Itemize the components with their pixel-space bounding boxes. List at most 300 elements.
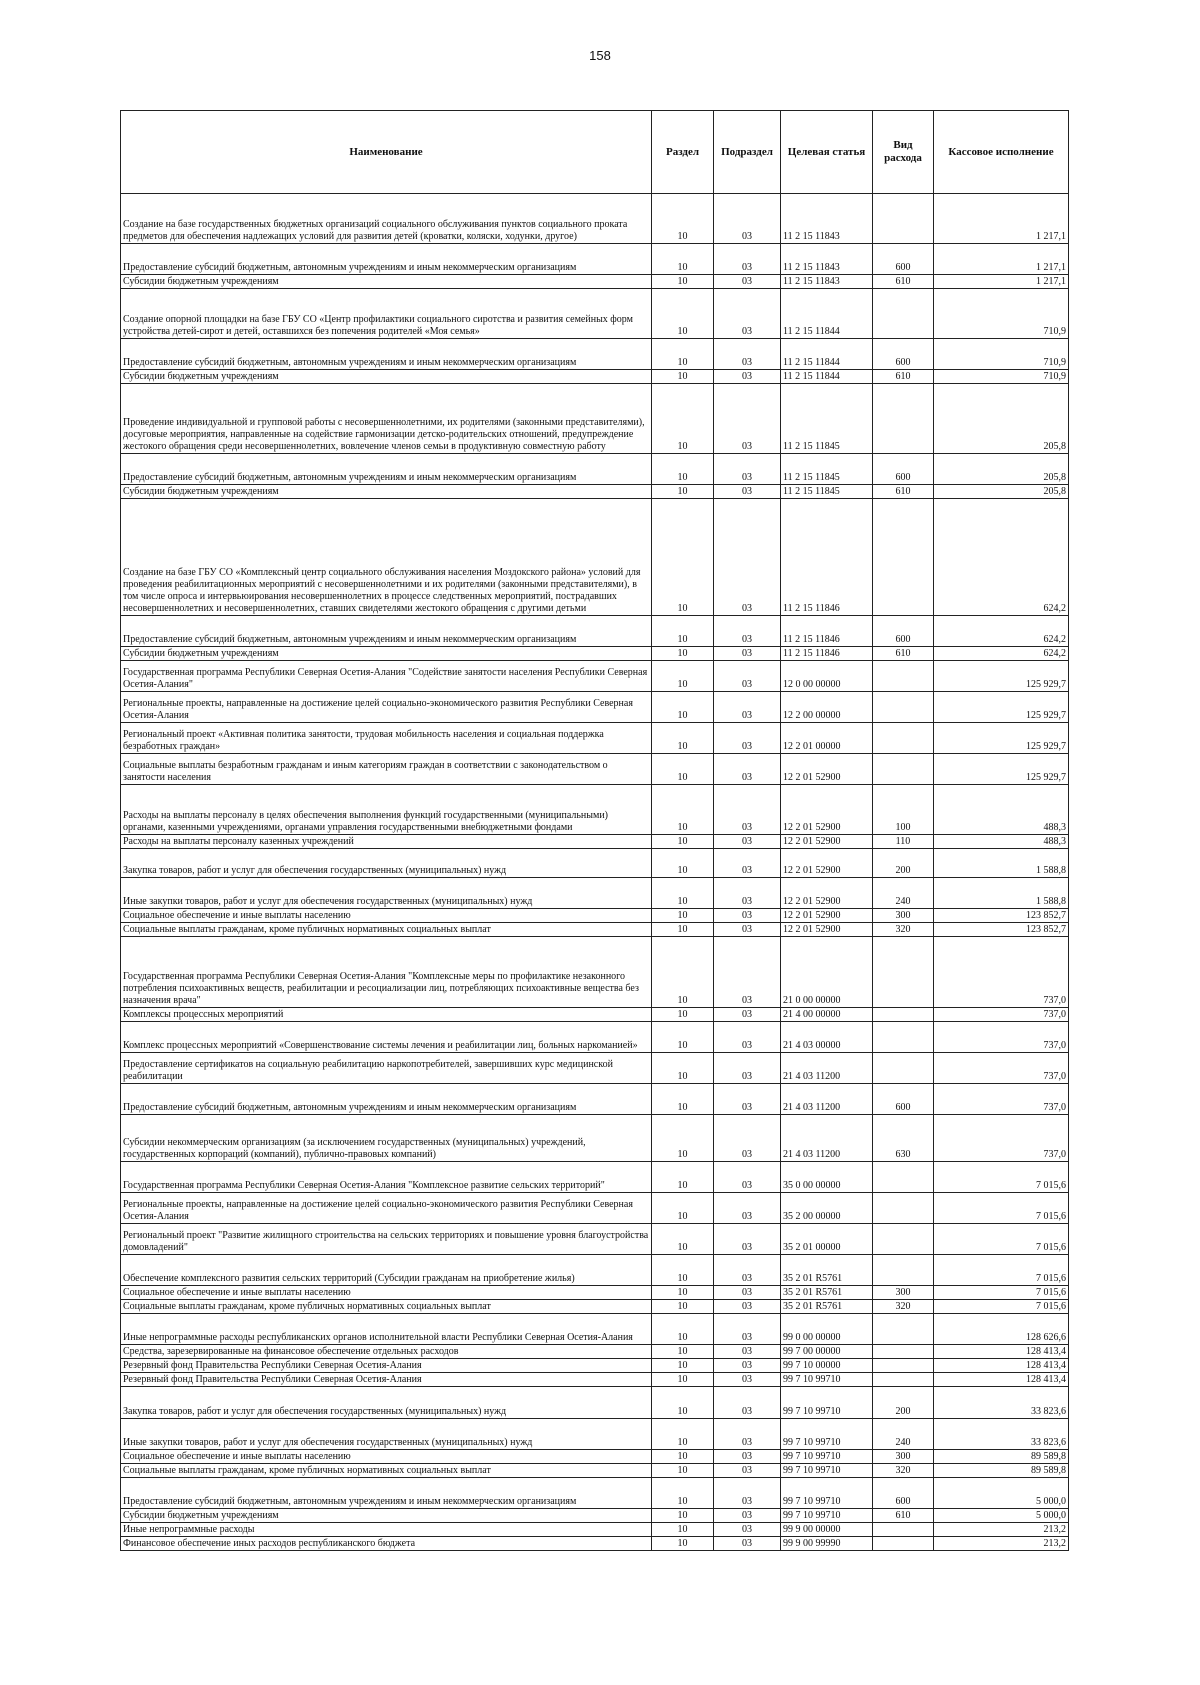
cell-amount: 125 929,7: [934, 723, 1069, 754]
header-name: Наименование: [121, 111, 652, 194]
cell-amount: 125 929,7: [934, 692, 1069, 723]
cell-amount: 737,0: [934, 1115, 1069, 1162]
cell-target-article: 21 4 03 11200: [781, 1115, 873, 1162]
cell-target-article: 21 4 03 11200: [781, 1084, 873, 1115]
cell-target-article: 11 2 15 11845: [781, 485, 873, 499]
cell-subsection: 03: [714, 692, 781, 723]
cell-name: Государственная программа Республики Северная Осетия-Алания "Содействие занятости населения Республики Северная Осетия-Алания": [121, 661, 652, 692]
cell-amount: 737,0: [934, 1084, 1069, 1115]
cell-expense-type: 600: [873, 244, 934, 275]
cell-target-article: 12 2 00 00000: [781, 692, 873, 723]
table-row: [121, 923, 1069, 937]
cell-amount: 213,2: [934, 1523, 1069, 1537]
cell-expense-type: 610: [873, 647, 934, 661]
cell-subsection: 03: [714, 1419, 781, 1450]
cell-section: 10: [652, 754, 714, 785]
cell-amount: 89 589,8: [934, 1464, 1069, 1478]
cell-target-article: 11 2 15 11844: [781, 289, 873, 339]
cell-expense-type: [873, 1053, 934, 1084]
cell-subsection: 03: [714, 1450, 781, 1464]
table-row: [121, 1314, 1069, 1345]
cell-amount: 7 015,6: [934, 1300, 1069, 1314]
cell-name: Субсидии бюджетным учреждениям: [121, 647, 652, 661]
cell-name: Создание на базе государственных бюджетных организаций социального обслуживания пунктов социального проката предметов для обеспечения надлежащих условий для развития детей (кроватки, коляски, ходунки, другое): [121, 194, 652, 244]
cell-subsection: 03: [714, 1464, 781, 1478]
cell-expense-type: 300: [873, 1450, 934, 1464]
header-expense-type: Вид расхода: [873, 111, 934, 194]
cell-target-article: 12 2 01 52900: [781, 835, 873, 849]
table-row: [121, 1419, 1069, 1450]
cell-subsection: 03: [714, 878, 781, 909]
cell-name: Предоставление субсидий бюджетным, автономным учреждениям и иным некоммерческим организациям: [121, 1084, 652, 1115]
cell-expense-type: [873, 1345, 934, 1359]
cell-expense-type: 300: [873, 1286, 934, 1300]
table-row: [121, 454, 1069, 485]
table-row: [121, 1115, 1069, 1162]
cell-section: 10: [652, 339, 714, 370]
table-row: [121, 275, 1069, 289]
cell-section: 10: [652, 785, 714, 835]
cell-expense-type: 610: [873, 275, 934, 289]
cell-section: 10: [652, 1115, 714, 1162]
cell-subsection: 03: [714, 661, 781, 692]
cell-section: 10: [652, 384, 714, 454]
cell-section: 10: [652, 244, 714, 275]
cell-section: 10: [652, 194, 714, 244]
table-row: [121, 647, 1069, 661]
cell-target-article: 11 2 15 11843: [781, 244, 873, 275]
table-row: [121, 1162, 1069, 1193]
cell-target-article: 12 2 01 52900: [781, 878, 873, 909]
table-row: [121, 937, 1069, 1008]
table-row: [121, 692, 1069, 723]
cell-section: 10: [652, 1053, 714, 1084]
table-row: [121, 1464, 1069, 1478]
cell-target-article: 99 7 10 99710: [781, 1373, 873, 1387]
cell-amount: 213,2: [934, 1537, 1069, 1551]
cell-name: Средства, зарезервированные на финансовое обеспечение отдельных расходов: [121, 1345, 652, 1359]
cell-target-article: 99 9 00 00000: [781, 1523, 873, 1537]
cell-expense-type: 610: [873, 370, 934, 384]
cell-name: Региональный проект «Активная политика занятости, трудовая мобильность населения и социальная поддержка безработных граждан»: [121, 723, 652, 754]
cell-name: Социальное обеспечение и иные выплаты населению: [121, 1286, 652, 1300]
cell-subsection: 03: [714, 647, 781, 661]
cell-target-article: 99 7 10 00000: [781, 1359, 873, 1373]
cell-target-article: 99 7 10 99710: [781, 1478, 873, 1509]
cell-section: 10: [652, 1286, 714, 1300]
cell-subsection: 03: [714, 1387, 781, 1419]
cell-name: Субсидии бюджетным учреждениям: [121, 485, 652, 499]
cell-target-article: 11 2 15 11844: [781, 339, 873, 370]
cell-subsection: 03: [714, 754, 781, 785]
cell-amount: 710,9: [934, 289, 1069, 339]
cell-amount: 7 015,6: [934, 1224, 1069, 1255]
cell-expense-type: [873, 1193, 934, 1224]
cell-target-article: 12 2 01 00000: [781, 723, 873, 754]
cell-target-article: 12 2 01 52900: [781, 909, 873, 923]
cell-subsection: 03: [714, 1373, 781, 1387]
cell-subsection: 03: [714, 785, 781, 835]
cell-section: 10: [652, 647, 714, 661]
cell-name: Предоставление субсидий бюджетным, автономным учреждениям и иным некоммерческим организациям: [121, 339, 652, 370]
budget-table: [120, 110, 1069, 1551]
cell-name: Субсидии бюджетным учреждениям: [121, 275, 652, 289]
cell-expense-type: 200: [873, 849, 934, 878]
table-row: [121, 1053, 1069, 1084]
cell-expense-type: [873, 1314, 934, 1345]
cell-expense-type: 600: [873, 339, 934, 370]
cell-amount: 125 929,7: [934, 661, 1069, 692]
cell-amount: 1 217,1: [934, 194, 1069, 244]
cell-amount: 1 588,8: [934, 849, 1069, 878]
table-row: [121, 289, 1069, 339]
header-subsection: Подраздел: [714, 111, 781, 194]
cell-target-article: 21 0 00 00000: [781, 937, 873, 1008]
cell-name: Создание опорной площадки на базе ГБУ СО «Центр профилактики социального сиротства и развития семейных форм устройства детей-сирот и детей, оставшихся без попечения родителей «Моя семья»: [121, 289, 652, 339]
table-row: [121, 1255, 1069, 1286]
cell-expense-type: 600: [873, 454, 934, 485]
cell-expense-type: [873, 384, 934, 454]
cell-target-article: 21 4 00 00000: [781, 1008, 873, 1022]
cell-amount: 89 589,8: [934, 1450, 1069, 1464]
table-row: [121, 723, 1069, 754]
cell-section: 10: [652, 1084, 714, 1115]
cell-subsection: 03: [714, 723, 781, 754]
cell-amount: 737,0: [934, 937, 1069, 1008]
table-row: [121, 909, 1069, 923]
cell-expense-type: [873, 289, 934, 339]
cell-amount: 737,0: [934, 1053, 1069, 1084]
cell-name: Предоставление субсидий бюджетным, автономным учреждениям и иным некоммерческим организациям: [121, 616, 652, 647]
cell-amount: 488,3: [934, 785, 1069, 835]
cell-subsection: 03: [714, 1509, 781, 1523]
table-row: [121, 849, 1069, 878]
table-row: [121, 1193, 1069, 1224]
cell-subsection: 03: [714, 909, 781, 923]
cell-name: Иные закупки товаров, работ и услуг для обеспечения государственных (муниципальных) нужд: [121, 878, 652, 909]
cell-section: 10: [652, 485, 714, 499]
table-row: [121, 1537, 1069, 1551]
cell-amount: 737,0: [934, 1008, 1069, 1022]
cell-name: Субсидии бюджетным учреждениям: [121, 370, 652, 384]
cell-section: 10: [652, 1359, 714, 1373]
cell-subsection: 03: [714, 485, 781, 499]
table-row: [121, 1373, 1069, 1387]
cell-subsection: 03: [714, 384, 781, 454]
cell-name: Социальное обеспечение и иные выплаты населению: [121, 1450, 652, 1464]
cell-amount: 1 217,1: [934, 275, 1069, 289]
cell-target-article: 35 2 01 R5761: [781, 1300, 873, 1314]
cell-section: 10: [652, 923, 714, 937]
cell-target-article: 99 7 00 00000: [781, 1345, 873, 1359]
cell-target-article: 12 2 01 52900: [781, 923, 873, 937]
table-row: [121, 1084, 1069, 1115]
table-row: [121, 384, 1069, 454]
cell-expense-type: [873, 754, 934, 785]
cell-amount: 1 588,8: [934, 878, 1069, 909]
cell-section: 10: [652, 835, 714, 849]
cell-section: 10: [652, 937, 714, 1008]
cell-name: Проведение индивидуальной и групповой работы с несовершеннолетними, их родителями (законными представителями), досуговые мероприятия, направленные на содействие гармонизации детско-родительских отношений, предупреждение жестокого обращения среди несовершеннолетних, вовлечение членов семьи в продуктивную совместную работу: [121, 384, 652, 454]
table-row: [121, 754, 1069, 785]
cell-section: 10: [652, 661, 714, 692]
cell-name: Комплексы процессных мероприятий: [121, 1008, 652, 1022]
cell-expense-type: [873, 1255, 934, 1286]
cell-target-article: 11 2 15 11846: [781, 499, 873, 616]
cell-amount: 128 413,4: [934, 1359, 1069, 1373]
header-target-article: Целевая статья: [781, 111, 873, 194]
cell-name: Социальные выплаты гражданам, кроме публичных нормативных социальных выплат: [121, 1300, 652, 1314]
cell-name: Социальное обеспечение и иные выплаты населению: [121, 909, 652, 923]
cell-amount: 205,8: [934, 485, 1069, 499]
cell-amount: 7 015,6: [934, 1162, 1069, 1193]
cell-name: Государственная программа Республики Северная Осетия-Алания "Комплексное развитие сельских территорий": [121, 1162, 652, 1193]
cell-name: Иные непрограммные расходы республиканских органов исполнительной власти Республики Северная Осетия-Алания: [121, 1314, 652, 1345]
cell-section: 10: [652, 1224, 714, 1255]
cell-expense-type: 300: [873, 909, 934, 923]
cell-section: 10: [652, 1300, 714, 1314]
cell-subsection: 03: [714, 923, 781, 937]
cell-expense-type: 320: [873, 1464, 934, 1478]
cell-expense-type: [873, 1523, 934, 1537]
cell-subsection: 03: [714, 1537, 781, 1551]
cell-subsection: 03: [714, 849, 781, 878]
table-row: [121, 370, 1069, 384]
cell-target-article: 21 4 03 11200: [781, 1053, 873, 1084]
cell-amount: 205,8: [934, 454, 1069, 485]
table-row: [121, 1345, 1069, 1359]
table-row: [121, 878, 1069, 909]
table-row: [121, 1224, 1069, 1255]
cell-subsection: 03: [714, 1286, 781, 1300]
cell-subsection: 03: [714, 289, 781, 339]
cell-expense-type: 600: [873, 1478, 934, 1509]
cell-amount: 710,9: [934, 339, 1069, 370]
cell-amount: 624,2: [934, 499, 1069, 616]
table-row: [121, 835, 1069, 849]
table-body: [121, 194, 1069, 1551]
cell-expense-type: 600: [873, 616, 934, 647]
cell-amount: 123 852,7: [934, 909, 1069, 923]
cell-name: Обеспечение комплексного развития сельских территорий (Субсидии гражданам на приобретение жилья): [121, 1255, 652, 1286]
cell-expense-type: 320: [873, 1300, 934, 1314]
table-row: [121, 339, 1069, 370]
cell-expense-type: 320: [873, 923, 934, 937]
cell-name: Предоставление субсидий бюджетным, автономным учреждениям и иным некоммерческим организациям: [121, 454, 652, 485]
cell-section: 10: [652, 723, 714, 754]
table-row: [121, 1300, 1069, 1314]
cell-target-article: 11 2 15 11843: [781, 194, 873, 244]
table-row: [121, 1523, 1069, 1537]
cell-subsection: 03: [714, 937, 781, 1008]
cell-target-article: 35 2 01 00000: [781, 1224, 873, 1255]
cell-section: 10: [652, 1537, 714, 1551]
cell-subsection: 03: [714, 1314, 781, 1345]
cell-section: 10: [652, 1373, 714, 1387]
cell-section: 10: [652, 370, 714, 384]
cell-amount: 624,2: [934, 616, 1069, 647]
cell-expense-type: 200: [873, 1387, 934, 1419]
cell-name: Социальные выплаты гражданам, кроме публичных нормативных социальных выплат: [121, 1464, 652, 1478]
table-row: [121, 1359, 1069, 1373]
cell-name: Социальные выплаты безработным гражданам и иным категориям граждан в соответствии с законодательством о занятости населения: [121, 754, 652, 785]
cell-name: Региональные проекты, направленные на достижение целей социально-экономического развития Республики Северная Осетия-Алания: [121, 692, 652, 723]
cell-amount: 5 000,0: [934, 1478, 1069, 1509]
cell-subsection: 03: [714, 1115, 781, 1162]
cell-subsection: 03: [714, 1053, 781, 1084]
cell-name: Создание на базе ГБУ СО «Комплексный центр социального обслуживания населения Моздокского района» условий для проведения реабилитационных мероприятий с несовершеннолетними и их родителями (законными представителями), в том числе опроса и интервьюирования несовершеннолетних в процессе следственных мероприятий, пострадавших несовершеннолетних и несовершеннолетних, ставших свидетелями жестокого обращения с другими детьми: [121, 499, 652, 616]
table-row: [121, 1387, 1069, 1419]
cell-section: 10: [652, 1008, 714, 1022]
cell-name: Социальные выплаты гражданам, кроме публичных нормативных социальных выплат: [121, 923, 652, 937]
cell-section: 10: [652, 616, 714, 647]
cell-subsection: 03: [714, 1162, 781, 1193]
cell-expense-type: 600: [873, 1084, 934, 1115]
cell-subsection: 03: [714, 1345, 781, 1359]
cell-name: Расходы на выплаты персоналу казенных учреждений: [121, 835, 652, 849]
table-row: [121, 1022, 1069, 1053]
cell-amount: 710,9: [934, 370, 1069, 384]
table-row: [121, 1509, 1069, 1523]
cell-subsection: 03: [714, 244, 781, 275]
cell-amount: 7 015,6: [934, 1193, 1069, 1224]
cell-section: 10: [652, 1387, 714, 1419]
cell-name: Региональный проект "Развитие жилищного строительства на сельских территориях и повышение уровня благоустройства домовладений": [121, 1224, 652, 1255]
cell-expense-type: 610: [873, 485, 934, 499]
cell-section: 10: [652, 1193, 714, 1224]
cell-section: 10: [652, 1162, 714, 1193]
cell-expense-type: [873, 723, 934, 754]
cell-target-article: 11 2 15 11846: [781, 616, 873, 647]
cell-section: 10: [652, 454, 714, 485]
cell-section: 10: [652, 849, 714, 878]
cell-target-article: 99 7 10 99710: [781, 1450, 873, 1464]
cell-section: 10: [652, 692, 714, 723]
cell-target-article: 11 2 15 11845: [781, 454, 873, 485]
cell-section: 10: [652, 1464, 714, 1478]
cell-amount: 1 217,1: [934, 244, 1069, 275]
cell-name: Региональные проекты, направленные на достижение целей социально-экономического развития Республики Северная Осетия-Алания: [121, 1193, 652, 1224]
cell-amount: 624,2: [934, 647, 1069, 661]
cell-name: Субсидии бюджетным учреждениям: [121, 1509, 652, 1523]
table-header: [121, 111, 1069, 194]
table-row: [121, 1008, 1069, 1022]
cell-subsection: 03: [714, 1300, 781, 1314]
cell-target-article: 35 2 01 R5761: [781, 1286, 873, 1300]
cell-target-article: 11 2 15 11845: [781, 384, 873, 454]
cell-target-article: 35 2 00 00000: [781, 1193, 873, 1224]
cell-name: Расходы на выплаты персоналу в целях обеспечения выполнения функций государственными (муниципальными) органами, казенными учреждениями, органами управления государственными внебюджетными фондами: [121, 785, 652, 835]
table-row: [121, 661, 1069, 692]
cell-subsection: 03: [714, 454, 781, 485]
cell-name: Предоставление субсидий бюджетным, автономным учреждениям и иным некоммерческим организациям: [121, 244, 652, 275]
cell-subsection: 03: [714, 1224, 781, 1255]
cell-name: Закупка товаров, работ и услуг для обеспечения государственных (муниципальных) нужд: [121, 849, 652, 878]
cell-subsection: 03: [714, 1478, 781, 1509]
cell-target-article: 11 2 15 11843: [781, 275, 873, 289]
cell-target-article: 11 2 15 11844: [781, 370, 873, 384]
cell-section: 10: [652, 289, 714, 339]
cell-target-article: 99 7 10 99710: [781, 1509, 873, 1523]
cell-section: 10: [652, 1478, 714, 1509]
cell-expense-type: 610: [873, 1509, 934, 1523]
cell-target-article: 12 2 01 52900: [781, 754, 873, 785]
cell-expense-type: [873, 194, 934, 244]
cell-section: 10: [652, 1509, 714, 1523]
table-row: [121, 616, 1069, 647]
cell-target-article: 99 7 10 99710: [781, 1387, 873, 1419]
table-row: [121, 1450, 1069, 1464]
cell-subsection: 03: [714, 616, 781, 647]
cell-expense-type: [873, 1224, 934, 1255]
cell-amount: 33 823,6: [934, 1387, 1069, 1419]
cell-expense-type: [873, 937, 934, 1008]
cell-name: Предоставление сертификатов на социальную реабилитацию наркопотребителей, завершивших курс медицинской реабилитации: [121, 1053, 652, 1084]
cell-name: Резервный фонд Правительства Республики Северная Осетия-Алания: [121, 1359, 652, 1373]
cell-name: Иные непрограммные расходы: [121, 1523, 652, 1537]
cell-subsection: 03: [714, 339, 781, 370]
cell-section: 10: [652, 909, 714, 923]
cell-amount: 7 015,6: [934, 1255, 1069, 1286]
cell-section: 10: [652, 1022, 714, 1053]
cell-amount: 128 413,4: [934, 1345, 1069, 1359]
cell-subsection: 03: [714, 835, 781, 849]
cell-target-article: 12 2 01 52900: [781, 849, 873, 878]
cell-name: Предоставление субсидий бюджетным, автономным учреждениям и иным некоммерческим организациям: [121, 1478, 652, 1509]
cell-subsection: 03: [714, 499, 781, 616]
cell-expense-type: [873, 1162, 934, 1193]
header-section: Раздел: [652, 111, 714, 194]
cell-subsection: 03: [714, 275, 781, 289]
cell-section: 10: [652, 275, 714, 289]
cell-expense-type: 630: [873, 1115, 934, 1162]
cell-name: Финансовое обеспечение иных расходов республиканского бюджета: [121, 1537, 652, 1551]
cell-expense-type: [873, 1359, 934, 1373]
cell-amount: 7 015,6: [934, 1286, 1069, 1300]
cell-target-article: 11 2 15 11846: [781, 647, 873, 661]
cell-subsection: 03: [714, 370, 781, 384]
cell-expense-type: 100: [873, 785, 934, 835]
table-row: [121, 785, 1069, 835]
cell-expense-type: [873, 1373, 934, 1387]
cell-section: 10: [652, 1450, 714, 1464]
cell-name: Закупка товаров, работ и услуг для обеспечения государственных (муниципальных) нужд: [121, 1387, 652, 1419]
cell-amount: 125 929,7: [934, 754, 1069, 785]
cell-section: 10: [652, 1345, 714, 1359]
cell-target-article: 99 7 10 99710: [781, 1419, 873, 1450]
cell-amount: 123 852,7: [934, 923, 1069, 937]
cell-subsection: 03: [714, 194, 781, 244]
cell-target-article: 35 0 00 00000: [781, 1162, 873, 1193]
cell-subsection: 03: [714, 1193, 781, 1224]
cell-target-article: 99 9 00 99990: [781, 1537, 873, 1551]
table-row: [121, 499, 1069, 616]
cell-amount: 33 823,6: [934, 1419, 1069, 1450]
cell-amount: 128 626,6: [934, 1314, 1069, 1345]
table-row: [121, 1478, 1069, 1509]
cell-target-article: 21 4 03 00000: [781, 1022, 873, 1053]
cell-subsection: 03: [714, 1359, 781, 1373]
cell-subsection: 03: [714, 1022, 781, 1053]
cell-subsection: 03: [714, 1008, 781, 1022]
cell-amount: 5 000,0: [934, 1509, 1069, 1523]
header-execution: Кассовое исполнение: [934, 111, 1069, 194]
cell-expense-type: 240: [873, 1419, 934, 1450]
cell-expense-type: [873, 1537, 934, 1551]
cell-expense-type: [873, 692, 934, 723]
cell-subsection: 03: [714, 1523, 781, 1537]
table-row: [121, 194, 1069, 244]
